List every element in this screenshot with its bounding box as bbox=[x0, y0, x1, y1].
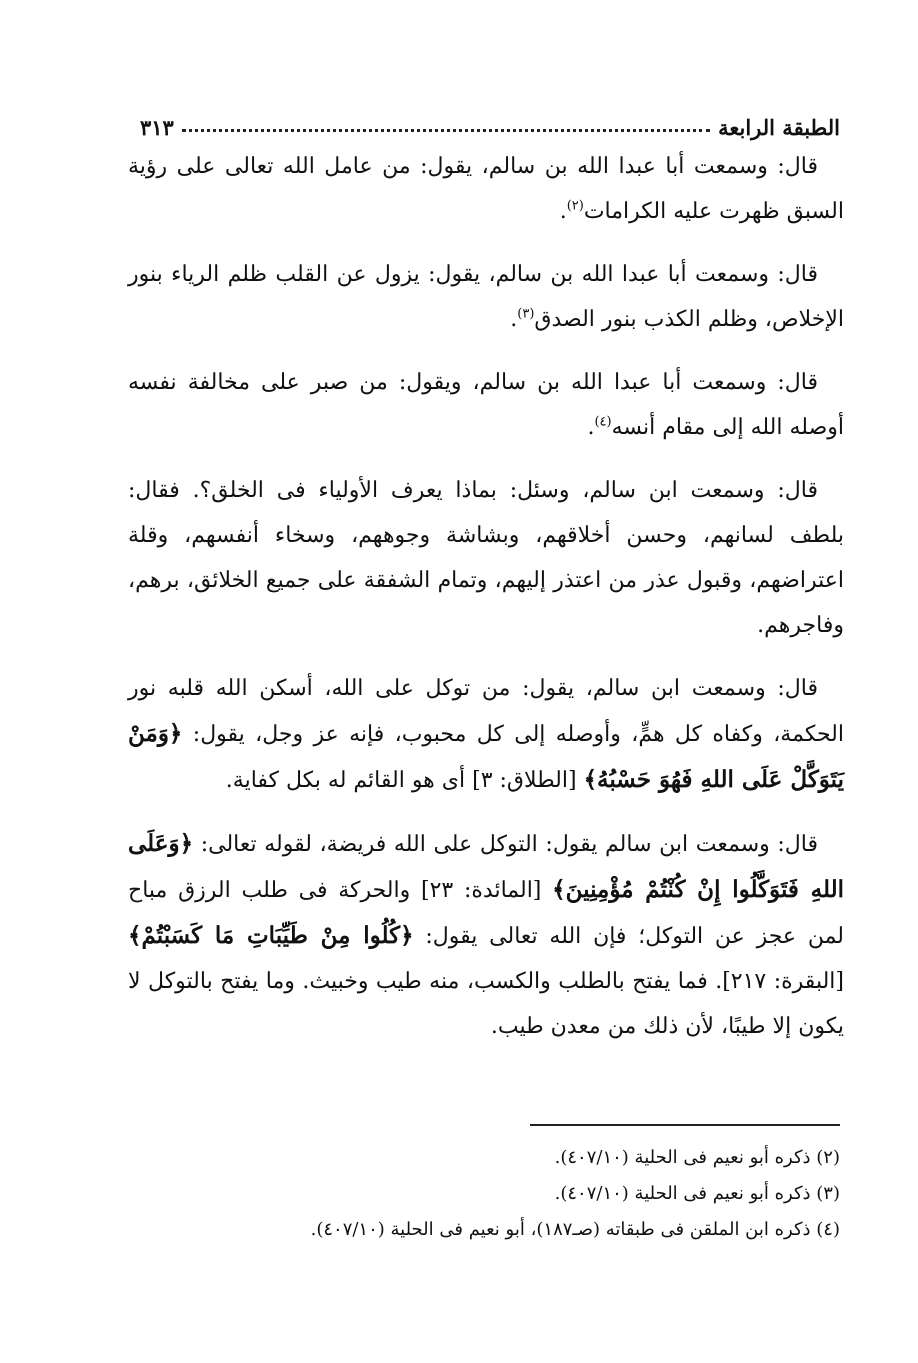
footnote-3: (٣) ذكره أبو نعيم فى الحلية (٤٠٧/١٠). bbox=[554, 1183, 840, 1204]
quran-verse: ﴿وَمَنْ يَتَوَكَّلْ عَلَى اللهِ فَهُوَ حَسْبُهُ﴾ bbox=[128, 720, 844, 793]
quran-verse: ﴿كُلُوا مِنْ طَيِّبَاتِ مَا كَسَبْتُمْ﴾ bbox=[128, 922, 414, 949]
footnotes bbox=[160, 1140, 840, 1248]
section-title: الطبقة الرابعة bbox=[718, 115, 840, 140]
paragraph-3 bbox=[128, 360, 844, 450]
page-number: ٣١٣ bbox=[140, 115, 174, 140]
paragraph-end: [البقرة: ٢١٧]. فما يفتح بالطلب والكسب، منه طيب وخبيث. وما يفتح بالتوكل لا يكون إلا طيبًا، لأن ذلك من معدن طيب. bbox=[128, 969, 844, 1039]
paragraph-text: [المائدة: ٢٣] والحركة فى طلب الرزق مباح لمن عجز عن التوكل؛ فإن الله تعالى يقول: bbox=[128, 878, 844, 949]
paragraph-text: قال: وسمعت ابن سالم يقول: التوكل على الله فريضة، لقوله تعالى: bbox=[193, 832, 818, 857]
footnote-ref: (٢) bbox=[566, 198, 584, 214]
paragraph-end: . bbox=[559, 199, 567, 224]
quran-verse: ﴿وَعَلَى اللهِ فَتَوَكَّلُوا إِنْ كُنْتُمْ مُؤْمِنِينَ﴾ bbox=[128, 830, 844, 903]
paragraph-2 bbox=[128, 252, 844, 342]
main-text bbox=[128, 144, 844, 1067]
footnote-2: (٢) ذكره أبو نعيم فى الحلية (٤٠٧/١٠). bbox=[554, 1147, 840, 1168]
footnote-ref: (٣) bbox=[517, 306, 535, 322]
footnote-ref: (٤) bbox=[594, 414, 612, 430]
paragraph-text: قال: وسمعت ابن سالم، يقول: من توكل على الله، أسكن الله قلبه نور الحكمة، وكفاه كل همٍّ، وأوصله إلى كل محبوب، فإنه عز وجل، يقول: bbox=[128, 676, 844, 747]
paragraph-text: قال: وسمعت أبا عبدا الله بن سالم، ويقول: من صبر على مخالفة نفسه أوصله الله إلى مقام أنسه bbox=[128, 370, 844, 440]
paragraph-end: . bbox=[587, 415, 595, 440]
paragraph-end: [الطلاق: ٣] أى هو القائم له بكل كفاية. bbox=[225, 768, 584, 793]
paragraph-1 bbox=[128, 144, 844, 234]
paragraph-6 bbox=[128, 821, 844, 1049]
running-header bbox=[140, 96, 840, 140]
paragraph-5 bbox=[128, 666, 844, 803]
paragraph-end: . bbox=[510, 307, 518, 332]
header-dot-leader bbox=[182, 129, 710, 132]
footnote-4: (٤) ذكره ابن الملقن فى طبقاته (صـ١٨٧)، أبو نعيم فى الحلية (٤٠٧/١٠). bbox=[310, 1219, 840, 1240]
paragraph-text: قال: وسمعت أبا عبدا الله بن سالم، يقول: يزول عن القلب ظلم الرياء بنور الإخلاص، وظلم الكذب بنور الصدق bbox=[128, 262, 844, 332]
footnote-separator bbox=[530, 1124, 840, 1126]
paragraph-text: قال: وسمعت أبا عبدا الله بن سالم، يقول: من عامل الله تعالى على رؤية السبق ظهرت عليه الكرامات bbox=[128, 154, 844, 224]
paragraph-4: قال: وسمعت ابن سالم، وسئل: بماذا يعرف الأولياء فى الخلق؟. فقال: بلطف لسانهم، وحسن أخلاقهم، وبشاشة وجوههم، وسخاء أنفسهم، وقلة اعتراضهم، وقبول عذر من اعتذر إليهم، وتمام الشفقة على جميع الخلائق، برهم، وفاجرهم. bbox=[128, 478, 844, 638]
